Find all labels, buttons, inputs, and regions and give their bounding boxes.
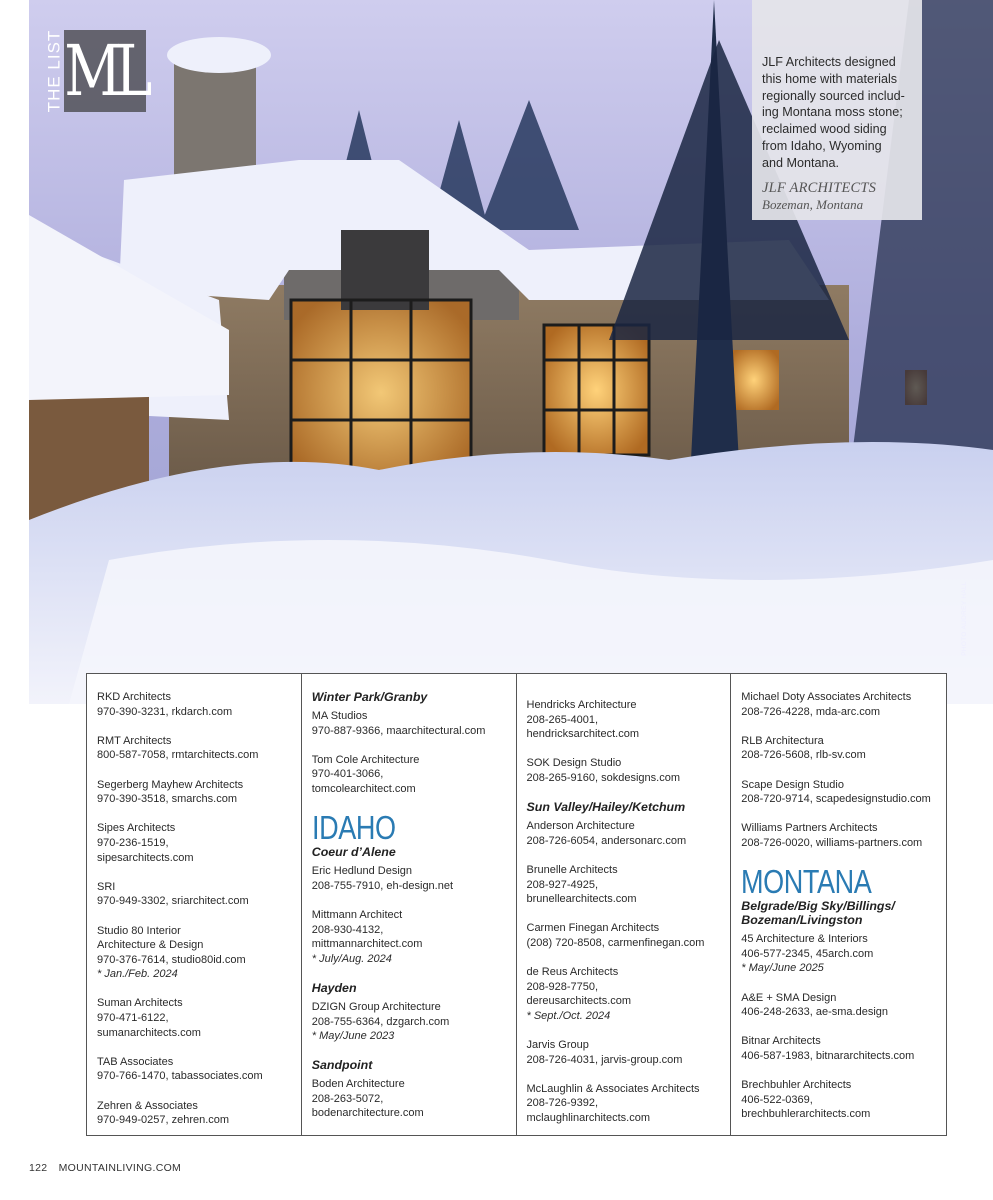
firm-contact: 208-720-9714, scapedesignstudio.com	[741, 793, 931, 806]
firm-contact: Architecture & Design	[97, 939, 204, 952]
firm-name: Zehren & Associates	[97, 1099, 198, 1112]
directory-entry	[741, 932, 936, 976]
firm-contact: mclaughlinarchitects.com	[526, 1112, 650, 1125]
firm-name: Scape Design Studio	[741, 778, 844, 791]
caption-line: reclaimed wood siding	[762, 122, 887, 137]
firm-name: Jarvis Group	[526, 1039, 589, 1052]
firm-contact: 208-726-0020, williams-partners.com	[741, 836, 923, 849]
issue-note: * May/June 2025	[741, 962, 824, 975]
directory-entry	[527, 698, 721, 742]
directory-entry	[741, 1034, 936, 1063]
directory-entry	[312, 908, 506, 966]
firm-contact: 208-726-6054, andersonarc.com	[526, 834, 687, 847]
firm-name: SRI	[97, 880, 116, 893]
firm-name: Brunelle Architects	[526, 863, 618, 876]
directory-entry	[97, 880, 291, 909]
issue-note: * July/Aug. 2024	[311, 952, 392, 965]
firm-contact: 208-726-4031, jarvis-group.com	[526, 1053, 683, 1066]
firm-name: Mittmann Architect	[311, 908, 403, 921]
firm-contact: 208-928-7750,	[526, 980, 599, 993]
directory-entry	[741, 778, 936, 807]
firm-contact: 970-766-1470, tabassociates.com	[97, 1070, 263, 1083]
region-heading: Sun Valley/Hailey/Ketchum	[526, 800, 686, 815]
firm-name: A&E + SMA Design	[741, 991, 837, 1004]
firm-contact: 970-401-3066,	[311, 768, 384, 781]
firm-contact: sumanarchitects.com	[97, 1026, 201, 1039]
firm-contact: sipesarchitects.com	[97, 851, 194, 864]
directory-entry	[527, 756, 721, 785]
firm-name: SOK Design Studio	[526, 757, 622, 770]
site-url: MOUNTAINLIVING.COM	[58, 1162, 182, 1174]
directory-entry	[97, 821, 291, 865]
directory-entry	[97, 996, 291, 1040]
firm-name: de Reus Architects	[526, 966, 619, 979]
directory-entry	[312, 709, 506, 738]
directory-entry	[741, 734, 936, 763]
directory-entry	[312, 864, 506, 893]
firm-contact: 208-755-6364, dzgarch.com	[311, 1015, 450, 1028]
firm-name: Boden Architecture	[311, 1078, 405, 1091]
firm-name: RKD Architects	[97, 691, 171, 703]
firm-contact: 970-887-9366, maarchitectural.com	[311, 724, 486, 737]
architect-directory	[86, 673, 947, 1136]
firm-contact: 208-726-4228, mda-arc.com	[741, 705, 881, 718]
caption-line: regionally sourced includ-	[762, 88, 905, 103]
firm-contact: brunellearchitects.com	[526, 893, 637, 906]
firm-contact: 406-522-0369,	[741, 1093, 813, 1106]
firm-contact: 208-265-9160, sokdesigns.com	[526, 771, 680, 784]
region-heading: Coeur d’Alene	[311, 845, 396, 860]
region-heading: Belgrade/Big Sky/Billings/ Bozeman/Livingston	[741, 899, 895, 928]
directory-entry	[527, 965, 721, 1023]
firm-name: Tom Cole Architecture	[311, 753, 420, 766]
firm-name: Michael Doty Associates Architects	[741, 691, 912, 703]
issue-note: * Sept./Oct. 2024	[526, 1009, 611, 1022]
directory-entry	[312, 1077, 506, 1121]
firm-contact: 970-949-0257, zehren.com	[97, 1114, 230, 1127]
firm-name: TAB Associates	[97, 1055, 174, 1068]
firm-name: Carmen Finegan Architects	[526, 922, 660, 935]
firm-name: Studio 80 Interior	[97, 924, 181, 937]
firm-contact: tomcolearchitect.com	[311, 782, 416, 795]
firm-contact: 208-265-4001,	[526, 713, 599, 726]
firm-contact: 970-949-3302, sriarchitect.com	[97, 895, 249, 908]
firm-contact: 970-236-1519,	[97, 836, 169, 849]
firm-contact: 406-248-2633, ae-sma.design	[741, 1006, 889, 1019]
firm-name: MA Studios	[311, 710, 368, 722]
firm-contact: 970-471-6122,	[97, 1012, 169, 1025]
firm-name: Bitnar Architects	[741, 1035, 821, 1048]
directory-entry	[97, 778, 291, 807]
region-heading: Winter Park/Granby	[311, 690, 428, 704]
directory-entry	[97, 1055, 291, 1084]
directory-entry	[527, 1082, 721, 1126]
photo-caption	[752, 0, 922, 220]
firm-contact: 208-726-5608, rlb-sv.com	[741, 749, 866, 762]
firm-name: RMT Architects	[97, 734, 172, 747]
directory-entry	[527, 863, 721, 907]
region-heading: Sandpoint	[311, 1058, 373, 1073]
firm-name: Suman Architects	[97, 997, 183, 1010]
firm-name: Sipes Architects	[97, 822, 176, 835]
masthead-logo	[44, 30, 146, 112]
firm-contact: 970-376-7614, studio80id.com	[97, 953, 246, 966]
directory-entry	[741, 991, 936, 1020]
directory-entry	[97, 734, 291, 763]
directory-column-4	[731, 674, 946, 1135]
firm-contact: 970-390-3518, smarchs.com	[97, 793, 238, 806]
firm-name: 45 Architecture & Interiors	[741, 933, 868, 946]
firm-contact: (208) 720-8508, carmenfinegan.com	[526, 936, 705, 949]
caption-line: from Idaho, Wyoming	[762, 138, 882, 153]
firm-name: DZIGN Group Architecture	[311, 1000, 441, 1013]
firm-contact: bodenarchitecture.com	[311, 1107, 424, 1120]
firm-contact: 406-577-2345, 45arch.com	[741, 947, 874, 960]
firm-name: RLB Architectura	[741, 734, 824, 747]
directory-entry	[97, 924, 291, 982]
issue-note: * May/June 2023	[311, 1030, 395, 1043]
firm-contact: hendricksarchitect.com	[526, 728, 639, 741]
page-footer	[29, 1162, 181, 1174]
directory-entry	[97, 690, 291, 719]
directory-entry	[312, 1000, 506, 1044]
firm-name: Anderson Architecture	[526, 820, 635, 833]
firm-contact: 208-930-4132,	[311, 923, 384, 936]
firm-contact: brechbuhlerarchitects.com	[741, 1108, 871, 1121]
caption-location: Bozeman, Montana	[762, 196, 864, 212]
page-number: 122	[29, 1162, 48, 1174]
directory-entry	[741, 690, 936, 719]
state-heading: IDAHO	[311, 809, 396, 847]
photo-credit: PHOTO AUDREY HALL	[960, 580, 968, 656]
caption-firm: JLF ARCHITECTS	[762, 179, 877, 196]
directory-entry	[527, 819, 721, 848]
directory-column-2	[302, 674, 517, 1135]
firm-name: Williams Partners Architects	[741, 822, 878, 835]
firm-contact: 208-726-9392,	[526, 1097, 599, 1110]
directory-column-1	[87, 674, 302, 1135]
caption-line: and Montana.	[762, 155, 840, 170]
firm-contact: 800-587-7058, rmtarchitects.com	[97, 749, 259, 762]
ml-logo-icon: ML	[64, 30, 146, 112]
firm-name: Segerberg Mayhew Architects	[97, 778, 244, 791]
firm-contact: 208-927-4925,	[526, 878, 599, 891]
firm-contact: 208-755-7910, eh-design.net	[311, 879, 454, 892]
firm-contact: dereusarchitects.com	[526, 995, 632, 1008]
directory-column-3	[517, 674, 732, 1135]
state-heading: MONTANA	[741, 863, 872, 901]
firm-name: Hendricks Architecture	[526, 699, 637, 711]
directory-entry	[741, 821, 936, 850]
firm-name: Eric Hedlund Design	[311, 865, 413, 878]
caption-line: this home with materials	[762, 71, 898, 86]
caption-line: ing Montana moss stone;	[762, 105, 903, 120]
the-list-label: THE LIST	[44, 29, 63, 113]
directory-entry	[527, 921, 721, 950]
directory-entry	[741, 1078, 936, 1122]
firm-contact: 406-587-1983, bitnararchitects.com	[741, 1049, 915, 1062]
firm-contact: 970-390-3231, rkdarch.com	[97, 705, 233, 718]
firm-contact: 208-263-5072,	[311, 1092, 384, 1105]
issue-note: * Jan./Feb. 2024	[97, 968, 178, 981]
firm-name: Brechbuhler Architects	[741, 1079, 852, 1092]
directory-entry	[312, 753, 506, 797]
caption-line: JLF Architects designed	[762, 55, 896, 69]
firm-contact: mittmannarchitect.com	[311, 938, 423, 951]
firm-name: McLaughlin & Associates Architects	[526, 1082, 700, 1095]
caption-text	[762, 54, 912, 172]
region-heading: Hayden	[311, 980, 357, 995]
directory-entry	[97, 1099, 291, 1128]
directory-entry	[527, 1038, 721, 1067]
